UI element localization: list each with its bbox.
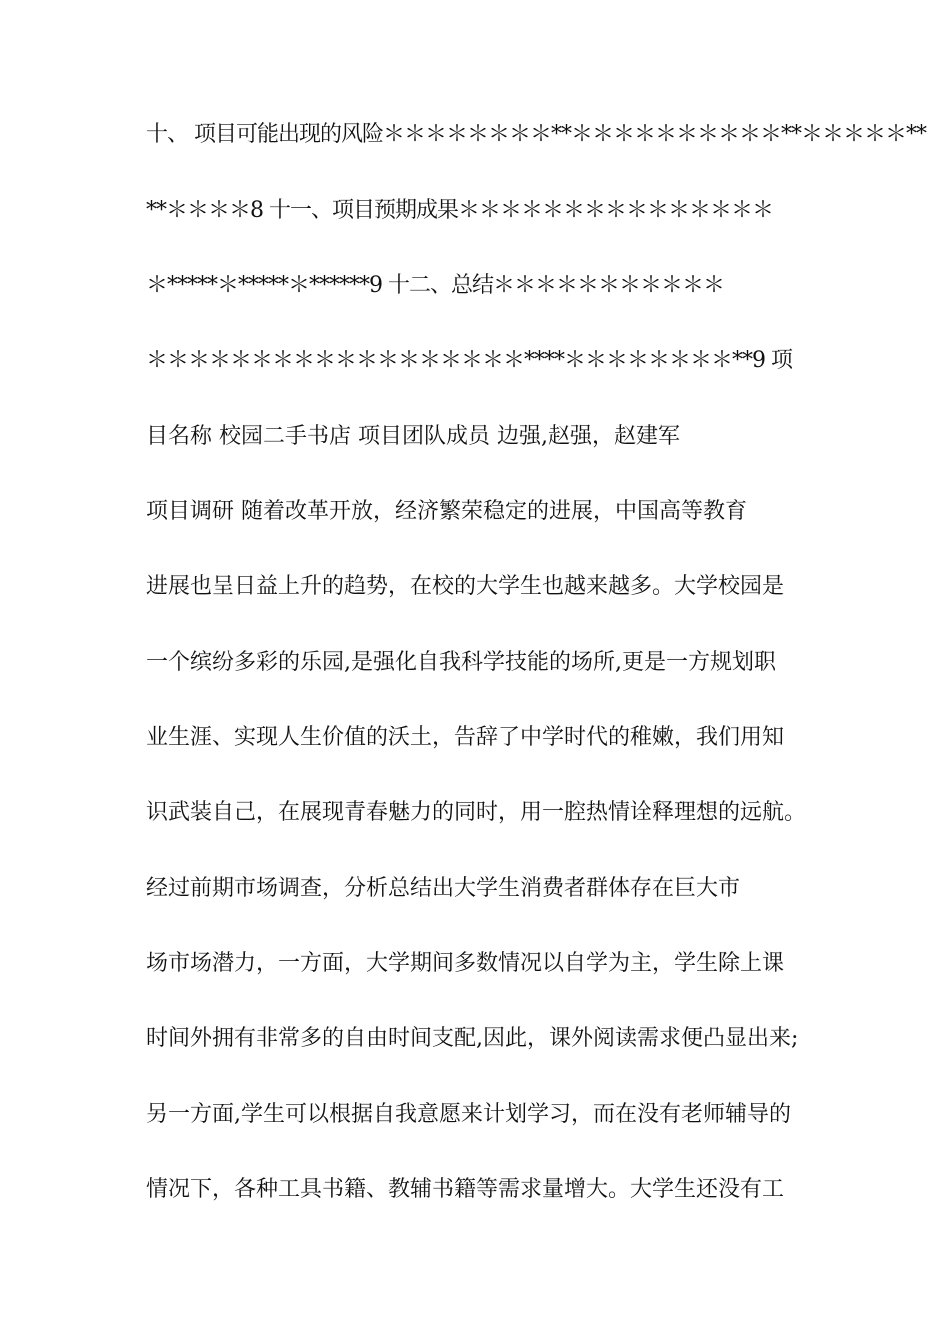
body-text-line: 业生涯、实现人生价值的沃土，告辞了中学时代的稚嫩，我们用知 [146,725,785,750]
body-text-line: 场市场潜力，一方面，大学期间多数情况以自学为主，学生除上课 [146,951,785,976]
body-text-line: 经过前期市场调查，分析总结出大学生消费者群体存在巨大市 [146,876,741,901]
body-text-line: 进展也呈日益上升的趋势，在校的大学生也越来越多。大学校园是 [146,574,785,599]
body-text-line: 项目调研 随着改革开放，经济繁荣稳定的进展，中国高等教育 [146,499,747,524]
toc-line-summary-cont: ＊＊＊＊＊＊＊＊＊＊＊＊＊＊＊＊＊＊****＊＊＊＊＊＊＊＊**9 项 [146,348,792,373]
project-name-line: 目名称 校园二手书店 项目团队成员 边强,赵强，赵建军 [146,424,680,449]
body-text-line: 另一方面,学生可以根据自我意愿来计划学习，而在没有老师辅导的 [146,1102,791,1127]
body-text-line: 一个缤纷多彩的乐园,是强化自我科学技能的场所,更是一方规划职 [146,650,776,675]
body-text-line: 情况下，各种工具书籍、教辅书籍等需求量增大。大学生还没有工 [146,1177,785,1202]
body-text-line: 时间外拥有非常多的自由时间支配,因此，课外阅读需求便凸显出来; [146,1026,799,1051]
body-text-line: 识武装自己，在展现青春魅力的同时，用一腔热情诠释理想的远航。 [146,800,807,825]
toc-line-summary: ＊*****＊*****＊******9 十二、总结＊＊＊＊＊＊＊＊＊＊＊ [146,273,724,298]
toc-line-risks: 十、 项目可能出现的风险＊＊＊＊＊＊＊＊**＊＊＊＊＊＊＊＊＊＊**＊＊＊＊＊** [146,122,926,147]
toc-line-expected-results: **＊＊＊＊8 十一、项目预期成果＊＊＊＊＊＊＊＊＊＊＊＊＊＊＊ [146,198,773,223]
